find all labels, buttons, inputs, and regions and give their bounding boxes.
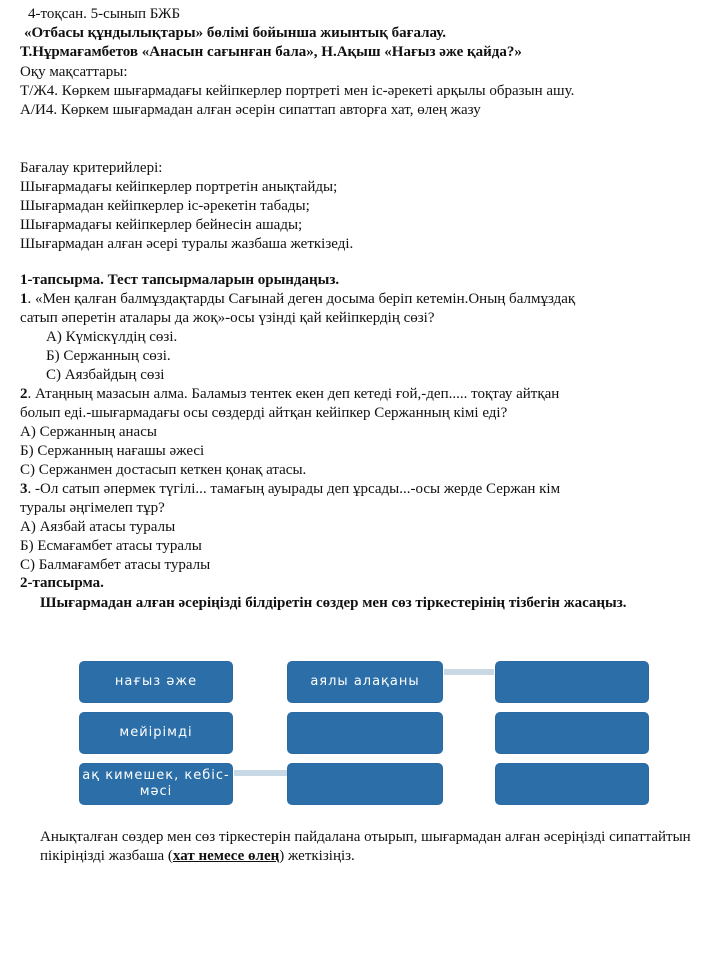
answer-option: С) Аязбайдың сөзі [46, 367, 165, 383]
question-number: 1 [20, 291, 28, 307]
answer-option: Б) Сержанның сөзі. [46, 348, 171, 364]
objective-item: А/И4. Көркем шығармадан алған әсерін сипаттап авторға хат, өлең жазу [20, 102, 481, 118]
empty-box [496, 713, 648, 753]
question-3-line1 [20, 480, 560, 499]
question-2-line1 [20, 385, 559, 404]
answer-option: С) Сержанмен достасып кеткен қонақ атасы. [20, 462, 307, 478]
final-text-end: ) жеткізіңіз. [279, 848, 355, 864]
question-text: . Атаңның мазасын алма. Баламыз тентек екен деп кетеді ғой,-деп..... тоқтау айтқан [27, 386, 560, 402]
criteria-item: Шығармадағы кейіпкерлер бейнесін ашады; [20, 217, 303, 233]
connector-line [234, 770, 288, 776]
question-text: . -Ол сатып әпермек түгілі... тамағың ауырады деп ұрсады...-осы жерде Сержан кім [27, 481, 561, 497]
works-title: Т.Нұрмағамбетов «Анасын сағынған бала», Н.Ақыш «Нағыз әже қайда?» [20, 44, 522, 60]
connector-line [444, 669, 494, 675]
question-3-line2: туралы әңгімелеп тұр? [20, 500, 165, 516]
objective-item: Т/Ж4. Көркем шығармадағы кейіпкерлер портреті мен іс-әрекеті арқылы образын ашу. [20, 83, 575, 99]
empty-box [496, 764, 648, 804]
task2-instruction: Шығармадан алған әсеріңізді білдіретін сөздер мен сөз тіркестерінің тізбегін жасаңыз. [40, 595, 627, 611]
question-1-line1 [20, 290, 575, 309]
word-box: аялы алақаны [288, 662, 442, 702]
empty-box [496, 662, 648, 702]
answer-option: А) Сержанның анасы [20, 424, 157, 440]
final-text-start: Анықталған сөздер мен сөз тіркестерін пайдалана отырып, шығармадан алған әсеріңізді сипаттайтын пікіріңізді жазбаша ( [40, 829, 691, 864]
final-emphasis: хат немесе өлең [172, 848, 280, 864]
criteria-item: Шығармадан кейіпкерлер іс-әрекетін табады; [20, 198, 310, 214]
answer-option: С) Балмағамбет атасы туралы [20, 557, 211, 573]
empty-box [288, 713, 442, 753]
task1-title: 1-тапсырма. Тест тапсырмаларын орындаңыз. [20, 272, 340, 288]
question-number: 2 [20, 386, 28, 402]
word-box: мейірімді [80, 713, 232, 753]
answer-option: А) Аязбай атасы туралы [20, 519, 176, 535]
quarter-line: 4-тоқсан. 5-сынып БЖБ [28, 6, 181, 22]
objectives-heading: Оқу мақсаттары: [20, 64, 128, 80]
question-2-line2: болып еді.-шығармадағы осы сөздерді айтқан кейіпкер Сержанның кімі еді? [20, 405, 508, 421]
question-text: . «Мен қалған балмұздақтарды Сағынай деген досыма беріп кетемін.Оның балмұздақ [27, 291, 576, 307]
answer-option: Б) Есмағамбет атасы туралы [20, 538, 202, 554]
task2-title: 2-тапсырма. [20, 575, 104, 591]
question-number: 3 [20, 481, 28, 497]
final-instruction [40, 828, 700, 866]
section-title: «Отбасы құндылықтары» бөлімі бойынша жиынтық бағалау. [24, 25, 446, 41]
word-box: ақ кимешек, кебіс-мәсі [80, 764, 232, 804]
criteria-item: Шығармадағы кейіпкерлер портретін анықтайды; [20, 179, 338, 195]
answer-option: А) Күміскүлдің сөзі. [46, 329, 178, 345]
word-box: нағыз әже [80, 662, 232, 702]
criteria-item: Шығармадан алған әсері туралы жазбаша жеткізеді. [20, 236, 354, 252]
empty-box [288, 764, 442, 804]
criteria-heading: Бағалау критерийлері: [20, 160, 163, 176]
answer-option: Б) Сержанның нағашы әжесі [20, 443, 205, 459]
question-1-line2: сатып әперетін аталары да жоқ»-осы үзінді қай кейіпкердің сөзі? [20, 310, 435, 326]
